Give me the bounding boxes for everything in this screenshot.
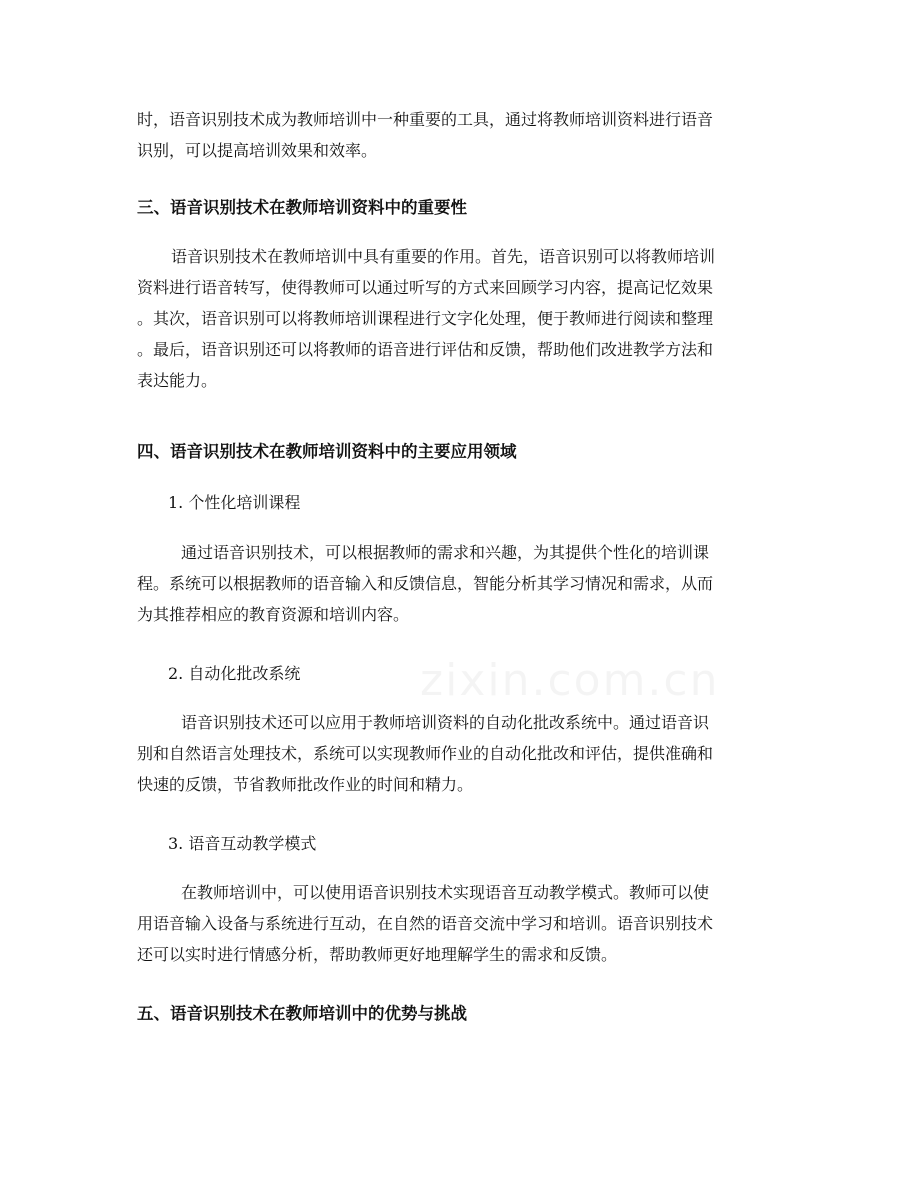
item3-line-3: 还可以实时进行情感分析，帮助教师更好地理解学生的需求和反馈。 <box>137 945 618 964</box>
item2-line-3: 快速的反馈，节省教师批改作业的时间和精力。 <box>137 775 474 794</box>
section-heading-3: 三、语音识别技术在教师培训资料中的重要性 <box>137 198 467 217</box>
item-3-paragraph <box>137 877 785 970</box>
item2-line-2: 别和自然语言处理技术，系统可以实现教师作业的自动化批改和评估，提供准确和 <box>137 744 714 763</box>
s3-line-1: 语音识别技术在教师培训中具有重要的作用。首先，语音识别可以将教师培训 <box>171 247 716 266</box>
intro-line-1: 时，语音识别技术成为教师培训中一种重要的工具，通过将教师培训资料进行语音 <box>137 110 714 129</box>
s3-line-3: 。其次，语音识别可以将教师培训课程进行文字化处理，便于教师进行阅读和整理 <box>137 309 714 328</box>
item-1-paragraph <box>137 537 785 630</box>
item2-line-1: 语音识别技术还可以应用于教师培训资料的自动化批改系统中。通过语音识 <box>181 713 710 732</box>
item-1-title: 1. 个性化培训课程 <box>168 493 301 512</box>
item3-line-2: 用语音输入设备与系统进行互动，在自然的语音交流中学习和培训。语音识别技术 <box>137 914 714 933</box>
s3-line-2: 资料进行语音转写，使得教师可以通过听写的方式来回顾学习内容，提高记忆效果 <box>137 278 714 297</box>
item3-line-1: 在教师培训中，可以使用语音识别技术实现语音互动教学模式。教师可以使 <box>181 883 710 902</box>
section-3-paragraph <box>137 241 785 396</box>
intro-paragraph <box>137 104 785 166</box>
s3-line-4: 。最后，语音识别还可以将教师的语音进行评估和反馈，帮助他们改进教学方法和 <box>137 340 714 359</box>
intro-line-2: 识别，可以提高培训效果和效率。 <box>137 141 378 160</box>
item1-line-3: 为其推荐相应的教育资源和培训内容。 <box>137 605 410 624</box>
item-2-title: 2. 自动化批改系统 <box>168 664 301 683</box>
item-2-paragraph <box>137 707 785 800</box>
item-3-title: 3. 语音互动教学模式 <box>168 834 317 853</box>
item1-line-1: 通过语音识别技术，可以根据教师的需求和兴趣，为其提供个性化的培训课 <box>181 543 710 562</box>
s3-line-5: 表达能力。 <box>137 371 218 390</box>
section-heading-4: 四、语音识别技术在教师培训资料中的主要应用领域 <box>137 442 517 461</box>
item1-line-2: 程。系统可以根据教师的语音输入和反馈信息，智能分析其学习情况和需求，从而 <box>137 574 714 593</box>
section-heading-5: 五、语音识别技术在教师培训中的优势与挑战 <box>137 1004 467 1023</box>
